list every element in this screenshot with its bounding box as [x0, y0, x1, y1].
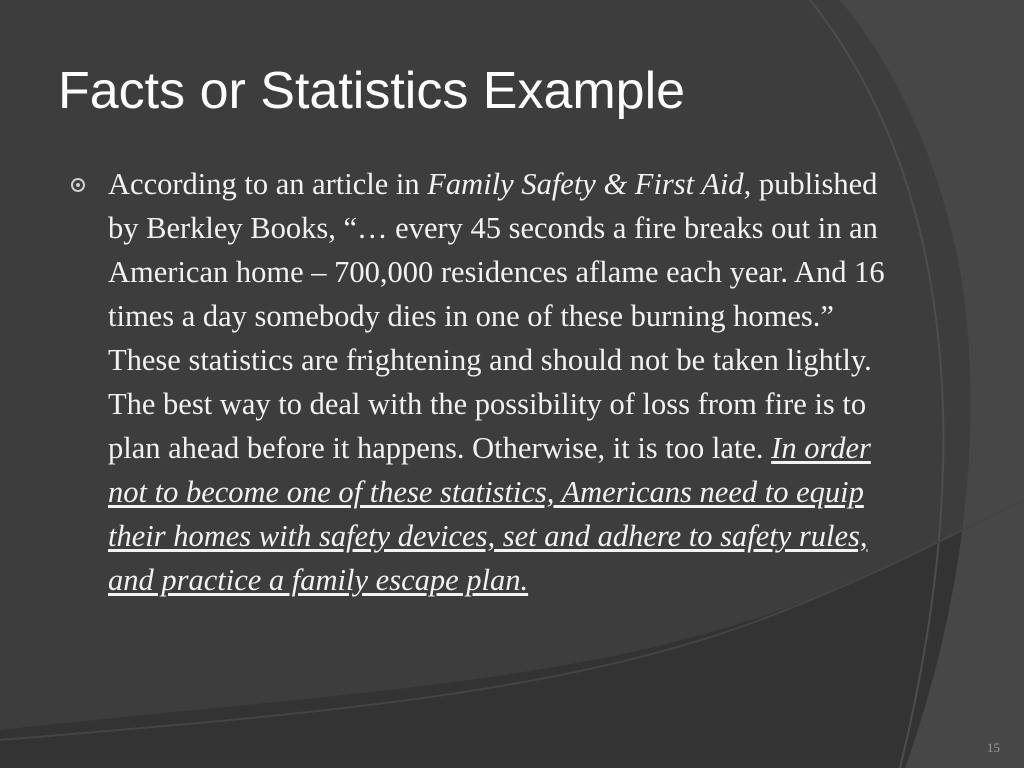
conclusion-text: In order not to become one of these statistics, Americans need to equip their homes with safety devices, set and adhere to safety rules, and practice a family escape plan. — [108, 431, 871, 597]
source-title: Family Safety & First Aid — [427, 167, 744, 201]
bullet-body-text: , published by Berkley Books, “… every 45 seconds a fire breaks out in an American home – 700,000 residences aflame each year. And 16 times a day somebody dies in one of these burning homes.” These statistics are frightening and should not be taken lightly. The best way to deal with the possibility of loss from fire is to plan ahead before it happens. Otherwise, it is too late. — [108, 167, 885, 465]
page-number: 15 — [987, 740, 1000, 755]
bullet-item — [68, 162, 898, 602]
circle-dot-bullet-icon — [71, 178, 85, 192]
slide-title: Facts or Statistics Example — [58, 62, 686, 120]
bullet-intro-text: According to an article in — [108, 167, 428, 201]
bullet-list — [68, 162, 898, 602]
